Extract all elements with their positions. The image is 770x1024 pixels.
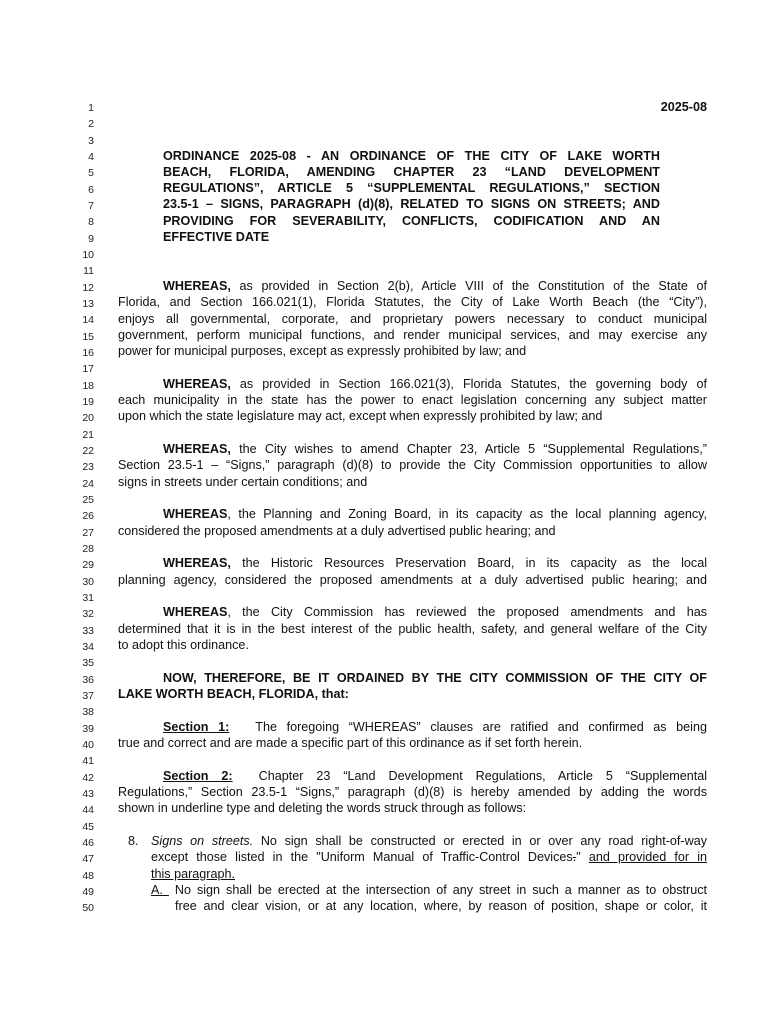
line-number: 6 — [88, 183, 94, 196]
paragraph-text: , the Planning and Zoning Board, in its capacity as the local planning agency, — [227, 507, 707, 521]
paragraph-text: as provided in Section 2(b), Article VIII of the Constitution of the State of — [239, 279, 707, 293]
section-text: Chapter 23 “Land Development Regulations, Article 5 “Supplemental — [258, 769, 708, 783]
line-number: 48 — [82, 869, 94, 882]
line-number: 14 — [82, 314, 94, 327]
whereas-label: WHEREAS, — [163, 279, 231, 293]
line-number: 20 — [82, 412, 94, 425]
item-text: No sign shall be constructed or erected in or over any road right-of-way — [260, 834, 707, 848]
item-number: 8. — [128, 834, 139, 848]
added-subitem-label: A. — [151, 883, 163, 897]
line-number: 26 — [82, 510, 94, 523]
whereas-label: WHEREAS, — [163, 556, 231, 570]
line-number: 16 — [82, 346, 94, 359]
line-number: 39 — [82, 722, 94, 735]
line-number: 3 — [88, 134, 94, 147]
section-text: Regulations,” Section 23.5-1 “Signs,” paragraph (d)(8) is hereby amended by adding the words — [118, 785, 707, 799]
paragraph-text: power for municipal purposes, except as expressly prohibited by law; and — [118, 344, 527, 358]
line-number: 28 — [82, 542, 94, 555]
paragraph-text: considered the proposed amendments at a duly advertised public hearing; and — [118, 524, 556, 538]
line-number: 44 — [82, 804, 94, 817]
paragraph-text: government, perform municipal functions, and render municipal services, and may exercise any — [118, 328, 707, 342]
paragraph-text: to adopt this ordinance. — [118, 638, 249, 652]
line-number: 46 — [82, 836, 94, 849]
section-1-label: Section 1: — [163, 720, 230, 734]
line-number: 41 — [82, 755, 94, 768]
paragraph-text: enjoys all governmental, corporate, and proprietary powers necessary to conduct municipal — [118, 312, 707, 326]
whereas-label: WHEREAS — [163, 507, 228, 521]
paragraph-text: signs in streets under certain conditions; and — [118, 475, 368, 489]
line-number: 2 — [88, 118, 94, 131]
title-line: REGULATIONS”, ARTICLE 5 “SUPPLEMENTAL REGULATIONS,” SECTION — [163, 181, 660, 195]
whereas-label: WHEREAS — [163, 605, 228, 619]
section-text: true and correct and are made a specific part of this ordinance as if set forth herein. — [118, 736, 583, 750]
line-number: 37 — [82, 689, 94, 702]
line-number: 12 — [82, 281, 94, 294]
line-number: 50 — [82, 902, 94, 915]
line-number: 17 — [82, 363, 94, 376]
section-2-label: Section 2: — [163, 769, 233, 783]
ordaining-text: NOW, THEREFORE, BE IT ORDAINED BY THE CITY COMMISSION OF THE CITY OF — [163, 671, 707, 685]
line-number: 8 — [88, 216, 94, 229]
line-number: 36 — [82, 673, 94, 686]
line-number: 35 — [82, 657, 94, 670]
line-number: 49 — [82, 885, 94, 898]
whereas-label: WHEREAS, — [163, 442, 231, 456]
title-line: 23.5-1 – SIGNS, PARAGRAPH (d)(8), RELATED TO SIGNS ON STREETS; AND — [163, 197, 660, 211]
paragraph-text: , the City Commission has reviewed the proposed amendments and has — [227, 605, 707, 619]
paragraph-text: as provided in Section 166.021(3), Florida Statutes, the governing body of — [239, 377, 708, 391]
title-line: BEACH, FLORIDA, AMENDING CHAPTER 23 “LAND DEVELOPMENT — [163, 165, 660, 179]
section-text: The foregoing “WHEREAS” clauses are ratified and confirmed as being — [255, 720, 707, 734]
ordaining-text: LAKE WORTH BEACH, FLORIDA, that: — [118, 687, 349, 701]
whereas-label: WHEREAS, — [163, 377, 231, 391]
item-heading: Signs on streets. — [151, 834, 254, 848]
line-number: 9 — [88, 232, 94, 245]
line-number: 42 — [82, 771, 94, 784]
line-number: 22 — [82, 444, 94, 457]
line-number: 45 — [82, 820, 94, 833]
line-number: 34 — [82, 640, 94, 653]
added-text: this paragraph. — [151, 867, 236, 881]
line-number: 47 — [82, 853, 94, 866]
line-number: 30 — [82, 575, 94, 588]
added-text: and provided for in — [588, 850, 707, 864]
line-number: 5 — [88, 167, 94, 180]
line-number: 4 — [88, 150, 94, 163]
line-number: 1 — [88, 102, 94, 114]
line-number: 25 — [82, 493, 94, 506]
line-number: 13 — [82, 297, 94, 310]
line-number: 43 — [82, 787, 94, 800]
line-number: 24 — [82, 477, 94, 490]
line-number: 33 — [82, 624, 94, 637]
paragraph-text: each municipality in the state has the power to enact legislation concerning any subject matter — [118, 393, 707, 407]
line-number: 38 — [82, 706, 94, 719]
line-number: 7 — [88, 199, 94, 212]
item-text: free and clear vision, or at any location, where, by reason of position, shape or color, it — [175, 899, 707, 913]
line-number: 23 — [82, 461, 94, 474]
paragraph-text: the Historic Resources Preservation Board, in its capacity as the local — [242, 556, 708, 570]
paragraph-text: upon which the state legislature may act, except when expressly prohibited by law; and — [118, 409, 603, 423]
section-text: shown in underline type and deleting the words struck through as follows: — [118, 801, 527, 815]
paragraph-text: planning agency, considered the proposed amendments at a duly advertised public hearing; and — [118, 573, 707, 587]
paragraph-text: the City wishes to amend Chapter 23, Article 5 “Supplemental Regulations,” — [239, 442, 707, 456]
item-text: except those listed in the "Uniform Manual of Traffic-Control Devices — [151, 850, 573, 864]
line-number: 11 — [83, 265, 94, 278]
title-line: ORDINANCE 2025-08 - AN ORDINANCE OF THE CITY OF LAKE WORTH — [163, 149, 660, 163]
line-number: 10 — [82, 248, 94, 261]
line-number: 19 — [82, 395, 94, 408]
line-number: 31 — [82, 591, 94, 604]
paragraph-text: determined that it is in the best interest of the public health, safety, and general welfare of the City — [118, 622, 707, 636]
struck-text: . — [572, 850, 577, 864]
line-number: 29 — [82, 559, 94, 572]
paragraph-text: Florida, and Section 166.021(1), Florida Statutes, the City of Lake Worth Beach (the “City”), — [118, 295, 707, 309]
title-line: EFFECTIVE DATE — [163, 230, 270, 244]
ordinance-number: 2025-08 — [660, 100, 707, 114]
paragraph-text: Section 23.5-1 – “Signs,” paragraph (d)(8) to provide the City Commission opportunities to allow — [118, 458, 707, 472]
line-number: 40 — [82, 738, 94, 751]
item-text: No sign shall be erected at the intersection of any street in such a manner as to obstruct — [174, 883, 708, 897]
line-number: 27 — [82, 526, 94, 539]
item-text: " — [576, 850, 581, 864]
title-line: PROVIDING FOR SEVERABILITY, CONFLICTS, CODIFICATION AND AN — [163, 214, 660, 228]
line-number: 32 — [82, 608, 94, 621]
line-number: 18 — [82, 379, 94, 392]
line-number: 15 — [82, 330, 94, 343]
line-number: 21 — [82, 428, 94, 441]
